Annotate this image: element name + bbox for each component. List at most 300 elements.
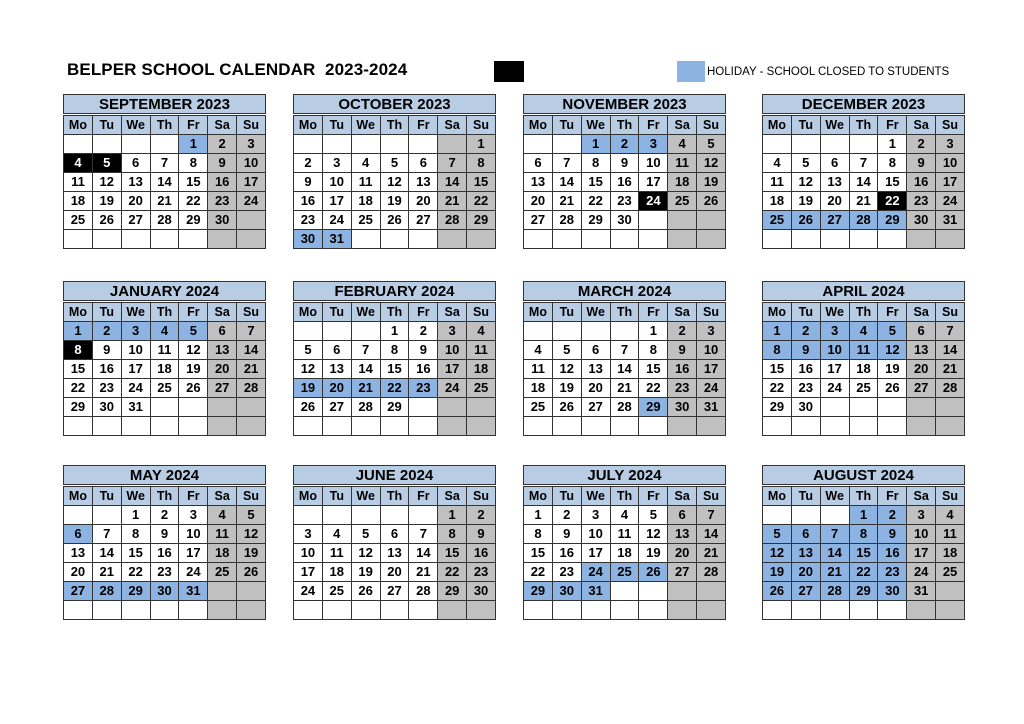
day-cell: 15	[179, 173, 208, 192]
month-title: FEBRUARY 2024	[293, 281, 496, 301]
day-cell: 8	[121, 525, 150, 544]
day-cell: 22	[380, 379, 409, 398]
day-cell: 29	[639, 398, 668, 417]
weekday-header: Tu	[322, 303, 351, 322]
empty-cell	[907, 601, 936, 620]
weekday-header: Su	[697, 487, 726, 506]
empty-cell	[409, 506, 438, 525]
empty-cell	[936, 601, 965, 620]
month-calendar	[63, 281, 266, 436]
day-cell: 25	[524, 398, 553, 417]
day-cell: 12	[639, 525, 668, 544]
day-cell: 3	[294, 525, 323, 544]
weekday-header: Tu	[552, 487, 581, 506]
day-cell: 26	[294, 398, 323, 417]
day-cell: 20	[208, 360, 237, 379]
day-cell: 23	[668, 379, 697, 398]
day-cell: 6	[121, 154, 150, 173]
empty-cell	[610, 601, 639, 620]
empty-cell	[179, 601, 208, 620]
day-cell: 1	[763, 322, 792, 341]
day-cell: 21	[820, 563, 849, 582]
page-title: BELPER SCHOOL CALENDAR 2023-2024	[67, 60, 408, 79]
empty-cell	[208, 398, 237, 417]
day-cell: 28	[552, 211, 581, 230]
day-cell: 7	[150, 154, 179, 173]
day-cell: 15	[878, 173, 907, 192]
empty-cell	[92, 506, 121, 525]
day-cell: 10	[438, 341, 467, 360]
weekday-header: Fr	[179, 487, 208, 506]
weekday-header: Sa	[668, 303, 697, 322]
day-cell: 26	[878, 379, 907, 398]
day-cell: 29	[581, 211, 610, 230]
empty-cell	[351, 230, 380, 249]
day-cell: 18	[208, 544, 237, 563]
day-cell: 21	[351, 379, 380, 398]
day-cell: 27	[64, 582, 93, 601]
day-cell: 23	[907, 192, 936, 211]
day-cell: 23	[878, 563, 907, 582]
day-cell: 16	[92, 360, 121, 379]
empty-cell	[121, 601, 150, 620]
empty-cell	[763, 417, 792, 436]
day-cell: 20	[121, 192, 150, 211]
day-cell: 16	[610, 173, 639, 192]
day-cell: 15	[380, 360, 409, 379]
month-title: JULY 2024	[523, 465, 726, 485]
day-cell: 27	[791, 582, 820, 601]
empty-cell	[179, 398, 208, 417]
day-cell: 14	[936, 341, 965, 360]
day-cell: 26	[380, 211, 409, 230]
day-cell: 6	[820, 154, 849, 173]
day-cell: 2	[208, 135, 237, 154]
empty-cell	[610, 417, 639, 436]
day-cell: 30	[294, 230, 323, 249]
weekday-header: We	[121, 116, 150, 135]
day-cell: 7	[237, 322, 266, 341]
day-cell: 19	[351, 563, 380, 582]
empty-cell	[668, 211, 697, 230]
day-cell: 11	[322, 544, 351, 563]
weekday-header: Tu	[791, 116, 820, 135]
month-title: SEPTEMBER 2023	[63, 94, 266, 114]
month-calendar	[523, 281, 726, 436]
day-cell: 24	[639, 192, 668, 211]
day-cell: 9	[552, 525, 581, 544]
empty-cell	[849, 135, 878, 154]
empty-cell	[64, 135, 93, 154]
day-cell: 30	[907, 211, 936, 230]
day-cell: 26	[697, 192, 726, 211]
weekday-header: Su	[467, 303, 496, 322]
day-cell: 26	[179, 379, 208, 398]
day-cell: 20	[524, 192, 553, 211]
empty-cell	[763, 230, 792, 249]
month-calendar	[63, 94, 266, 249]
weekday-header: Mo	[64, 116, 93, 135]
day-cell: 24	[121, 379, 150, 398]
day-cell: 9	[150, 525, 179, 544]
day-cell: 12	[380, 173, 409, 192]
day-cell: 5	[237, 506, 266, 525]
day-cell: 11	[610, 525, 639, 544]
day-cell: 24	[294, 582, 323, 601]
day-cell: 2	[467, 506, 496, 525]
day-cell: 15	[121, 544, 150, 563]
day-cell: 8	[639, 341, 668, 360]
day-cell: 15	[849, 544, 878, 563]
day-cell: 19	[552, 379, 581, 398]
day-cell: 28	[409, 582, 438, 601]
day-cell: 3	[639, 135, 668, 154]
weekday-header: Th	[849, 487, 878, 506]
day-cell: 12	[351, 544, 380, 563]
day-cell: 17	[907, 544, 936, 563]
empty-cell	[237, 211, 266, 230]
day-cell: 12	[92, 173, 121, 192]
empty-cell	[907, 417, 936, 436]
empty-cell	[208, 230, 237, 249]
day-cell: 9	[467, 525, 496, 544]
empty-cell	[697, 417, 726, 436]
day-cell: 22	[121, 563, 150, 582]
weekday-header: Tu	[552, 303, 581, 322]
day-cell: 16	[208, 173, 237, 192]
weekday-header: Su	[467, 487, 496, 506]
empty-cell	[697, 582, 726, 601]
day-cell: 2	[150, 506, 179, 525]
empty-cell	[237, 601, 266, 620]
weekday-header: We	[820, 303, 849, 322]
day-cell: 8	[380, 341, 409, 360]
day-cell: 5	[294, 341, 323, 360]
weekday-header: Fr	[409, 487, 438, 506]
day-cell: 10	[639, 154, 668, 173]
weekday-header: Tu	[791, 303, 820, 322]
empty-cell	[380, 230, 409, 249]
day-cell: 26	[763, 582, 792, 601]
weekday-header: Sa	[907, 487, 936, 506]
day-cell: 13	[208, 341, 237, 360]
day-cell: 18	[150, 360, 179, 379]
day-cell: 23	[791, 379, 820, 398]
month-calendar	[762, 465, 965, 620]
empty-cell	[64, 230, 93, 249]
day-cell: 4	[322, 525, 351, 544]
empty-cell	[907, 398, 936, 417]
day-cell: 27	[208, 379, 237, 398]
weekday-header: Tu	[322, 116, 351, 135]
day-cell: 1	[639, 322, 668, 341]
empty-cell	[763, 135, 792, 154]
day-cell: 28	[610, 398, 639, 417]
day-cell: 29	[64, 398, 93, 417]
day-cell: 12	[552, 360, 581, 379]
day-cell: 14	[150, 173, 179, 192]
empty-cell	[524, 322, 553, 341]
empty-cell	[524, 135, 553, 154]
weekday-header: Tu	[322, 487, 351, 506]
day-cell: 1	[380, 322, 409, 341]
day-cell: 27	[409, 211, 438, 230]
day-cell: 17	[697, 360, 726, 379]
day-cell: 5	[763, 525, 792, 544]
day-cell: 11	[208, 525, 237, 544]
day-cell: 7	[849, 154, 878, 173]
month-day-grid	[293, 302, 496, 436]
day-cell: 30	[467, 582, 496, 601]
day-cell: 5	[351, 525, 380, 544]
day-cell: 7	[552, 154, 581, 173]
weekday-header: Su	[237, 116, 266, 135]
day-cell: 4	[150, 322, 179, 341]
empty-cell	[351, 322, 380, 341]
empty-cell	[150, 230, 179, 249]
day-cell: 10	[936, 154, 965, 173]
day-cell: 1	[524, 506, 553, 525]
day-cell: 17	[936, 173, 965, 192]
day-cell: 20	[907, 360, 936, 379]
day-cell: 20	[380, 563, 409, 582]
day-cell: 2	[791, 322, 820, 341]
day-cell: 15	[639, 360, 668, 379]
day-cell: 24	[697, 379, 726, 398]
day-cell: 19	[294, 379, 323, 398]
day-cell: 27	[668, 563, 697, 582]
day-cell: 9	[208, 154, 237, 173]
weekday-header: Th	[150, 303, 179, 322]
day-cell: 23	[208, 192, 237, 211]
empty-cell	[820, 417, 849, 436]
empty-cell	[438, 135, 467, 154]
weekday-header: Tu	[552, 116, 581, 135]
empty-cell	[524, 230, 553, 249]
empty-cell	[697, 601, 726, 620]
day-cell: 22	[179, 192, 208, 211]
day-cell: 14	[552, 173, 581, 192]
day-cell: 31	[907, 582, 936, 601]
day-cell: 12	[294, 360, 323, 379]
day-cell: 26	[237, 563, 266, 582]
closed-day-legend-swatch	[494, 61, 524, 82]
day-cell: 17	[179, 544, 208, 563]
day-cell: 19	[237, 544, 266, 563]
empty-cell	[150, 135, 179, 154]
day-cell: 13	[322, 360, 351, 379]
day-cell: 19	[878, 360, 907, 379]
month-day-grid	[762, 302, 965, 436]
day-cell: 11	[849, 341, 878, 360]
day-cell: 3	[322, 154, 351, 173]
day-cell: 12	[763, 544, 792, 563]
day-cell: 29	[121, 582, 150, 601]
day-cell: 28	[849, 211, 878, 230]
day-cell: 27	[820, 211, 849, 230]
day-cell: 22	[849, 563, 878, 582]
day-cell: 27	[121, 211, 150, 230]
day-cell: 1	[467, 135, 496, 154]
weekday-header: Sa	[907, 303, 936, 322]
day-cell: 26	[552, 398, 581, 417]
weekday-header: Fr	[409, 303, 438, 322]
day-cell: 31	[581, 582, 610, 601]
day-cell: 21	[849, 192, 878, 211]
weekday-header: Su	[697, 116, 726, 135]
day-cell: 27	[524, 211, 553, 230]
empty-cell	[322, 601, 351, 620]
month-day-grid	[63, 486, 266, 620]
weekday-header: Th	[610, 116, 639, 135]
empty-cell	[237, 398, 266, 417]
day-cell: 12	[791, 173, 820, 192]
month-calendar	[293, 94, 496, 249]
day-cell: 18	[322, 563, 351, 582]
day-cell: 29	[438, 582, 467, 601]
day-cell: 29	[467, 211, 496, 230]
day-cell: 13	[820, 173, 849, 192]
day-cell: 20	[668, 544, 697, 563]
month-day-grid	[523, 302, 726, 436]
month-day-grid	[63, 302, 266, 436]
day-cell: 6	[791, 525, 820, 544]
empty-cell	[524, 417, 553, 436]
empty-cell	[438, 417, 467, 436]
day-cell: 15	[64, 360, 93, 379]
day-cell: 28	[237, 379, 266, 398]
day-cell: 12	[237, 525, 266, 544]
day-cell: 9	[907, 154, 936, 173]
day-cell: 12	[179, 341, 208, 360]
day-cell: 27	[907, 379, 936, 398]
day-cell: 25	[467, 379, 496, 398]
day-cell: 14	[351, 360, 380, 379]
empty-cell	[820, 230, 849, 249]
day-cell: 14	[820, 544, 849, 563]
day-cell: 8	[878, 154, 907, 173]
day-cell: 12	[878, 341, 907, 360]
empty-cell	[208, 582, 237, 601]
month-day-grid	[523, 486, 726, 620]
empty-cell	[639, 601, 668, 620]
day-cell: 10	[294, 544, 323, 563]
empty-cell	[121, 230, 150, 249]
day-cell: 16	[668, 360, 697, 379]
day-cell: 16	[552, 544, 581, 563]
weekday-header: Th	[380, 303, 409, 322]
day-cell: 25	[936, 563, 965, 582]
day-cell: 30	[92, 398, 121, 417]
day-cell: 10	[697, 341, 726, 360]
day-cell: 24	[581, 563, 610, 582]
day-cell: 8	[849, 525, 878, 544]
day-cell: 21	[697, 544, 726, 563]
day-cell: 23	[294, 211, 323, 230]
empty-cell	[237, 582, 266, 601]
month-day-grid	[63, 115, 266, 249]
weekday-header: Th	[150, 116, 179, 135]
day-cell: 3	[237, 135, 266, 154]
day-cell: 13	[380, 544, 409, 563]
day-cell: 28	[697, 563, 726, 582]
empty-cell	[294, 135, 323, 154]
empty-cell	[610, 322, 639, 341]
day-cell: 24	[438, 379, 467, 398]
day-cell: 30	[668, 398, 697, 417]
day-cell: 25	[849, 379, 878, 398]
empty-cell	[150, 601, 179, 620]
empty-cell	[237, 417, 266, 436]
day-cell: 28	[351, 398, 380, 417]
day-cell: 27	[581, 398, 610, 417]
day-cell: 10	[237, 154, 266, 173]
month-calendar	[762, 94, 965, 249]
day-cell: 21	[438, 192, 467, 211]
empty-cell	[552, 322, 581, 341]
day-cell: 6	[907, 322, 936, 341]
day-cell: 9	[878, 525, 907, 544]
day-cell: 17	[438, 360, 467, 379]
day-cell: 11	[351, 173, 380, 192]
day-cell: 6	[409, 154, 438, 173]
day-cell: 9	[294, 173, 323, 192]
day-cell: 21	[936, 360, 965, 379]
weekday-header: Sa	[208, 303, 237, 322]
month-title: AUGUST 2024	[762, 465, 965, 485]
day-cell: 3	[907, 506, 936, 525]
day-cell: 25	[610, 563, 639, 582]
day-cell: 27	[380, 582, 409, 601]
weekday-header: Su	[237, 303, 266, 322]
day-cell: 11	[763, 173, 792, 192]
month-title: APRIL 2024	[762, 281, 965, 301]
weekday-header: Th	[849, 303, 878, 322]
empty-cell	[820, 506, 849, 525]
empty-cell	[791, 230, 820, 249]
day-cell: 15	[467, 173, 496, 192]
day-cell: 24	[936, 192, 965, 211]
day-cell: 10	[820, 341, 849, 360]
weekday-header: Sa	[668, 116, 697, 135]
day-cell: 11	[524, 360, 553, 379]
day-cell: 11	[64, 173, 93, 192]
weekday-header: Mo	[763, 487, 792, 506]
day-cell: 23	[150, 563, 179, 582]
day-cell: 4	[524, 341, 553, 360]
day-cell: 8	[763, 341, 792, 360]
weekday-header: Mo	[294, 487, 323, 506]
day-cell: 9	[92, 341, 121, 360]
weekday-header: Mo	[64, 303, 93, 322]
empty-cell	[467, 230, 496, 249]
day-cell: 1	[179, 135, 208, 154]
day-cell: 23	[409, 379, 438, 398]
day-cell: 4	[351, 154, 380, 173]
weekday-header: Th	[380, 116, 409, 135]
day-cell: 3	[820, 322, 849, 341]
day-cell: 8	[467, 154, 496, 173]
empty-cell	[552, 417, 581, 436]
empty-cell	[791, 135, 820, 154]
day-cell: 5	[552, 341, 581, 360]
day-cell: 30	[552, 582, 581, 601]
day-cell: 30	[878, 582, 907, 601]
empty-cell	[409, 601, 438, 620]
day-cell: 7	[351, 341, 380, 360]
weekday-header: We	[581, 303, 610, 322]
day-cell: 5	[380, 154, 409, 173]
